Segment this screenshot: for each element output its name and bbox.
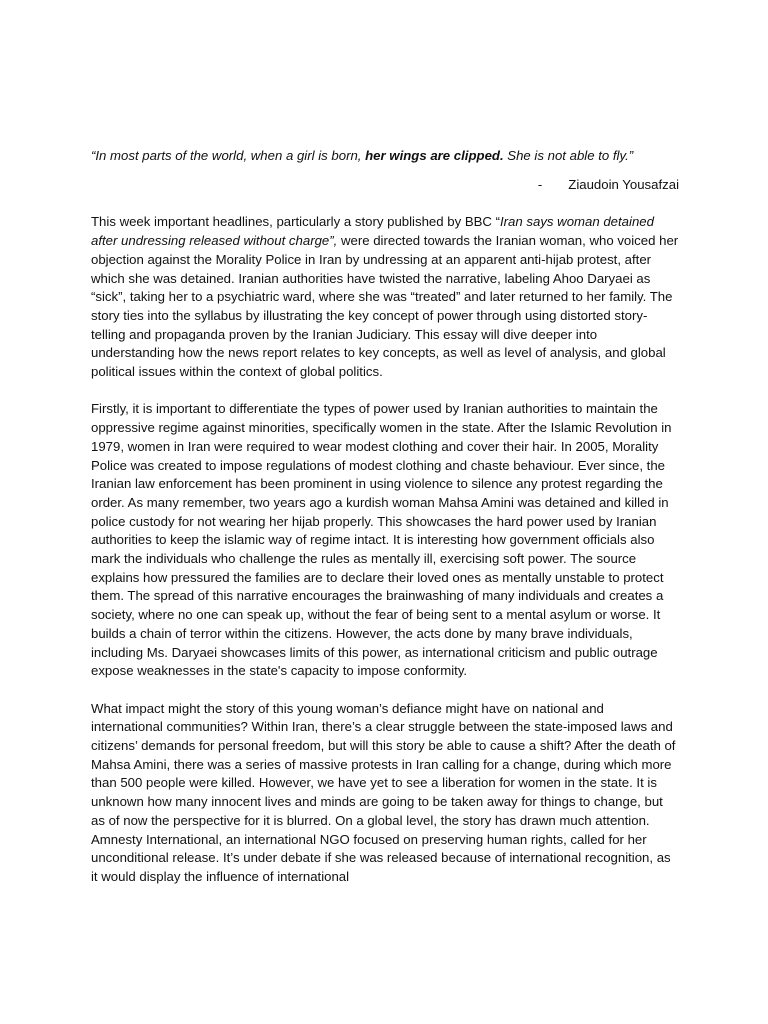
attribution-dash: - [537,176,543,192]
epigraph-quote [91,147,679,166]
quote-emphasis: her wings are clipped. [365,148,504,163]
document-page [91,147,679,887]
epigraph-attribution [91,176,679,195]
attribution-author: Ziaudoin Yousafzai [568,176,679,192]
paragraph-introduction [91,213,679,381]
quote-text-start: “In most parts of the world, when a girl is born, [91,148,366,163]
bbc-headline-title: Iran says woman detained after undressing released without charge”, [91,214,654,249]
paragraph-power: Firstly, it is important to differentiate the types of power used by Iranian authorities to maintain the oppressive regime against minorities, specifically women in the state. After the Islamic Revolution in 1979, women in Iran were required to wear modest clothing and cover their hair. In 2005, Morality Police was created to impose regulations of modest clothing and chaste behaviour. Ever since, the Iranian law enforcement has been prominent in using violence to silence any protest regarding the order. As many remember, two years ago a kurdish woman Mahsa Amini was detained and killed in police custody for not wearing her hijab properly. This showcases the hard power used by Iranian authorities to keep the islamic way of regime intact. It is interesting how government officials also mark the individuals who challenge the rules as mentally ill, exercising soft power. The source explains how pressured the families are to declare their loved ones as mentally unstable to protect them. The spread of this narrative encourages the brainwashing of many individuals and creates a society, where no one can speak up, without the fear of being sent to a mental asylum or worse. It builds a chain of terror within the citizens. However, the acts done by many brave individuals, including Ms. Daryaei showcases limits of this power, as international criticism and public outrage expose weaknesses in the state's capacity to impose conformity. [91,401,672,679]
intro-text-start: This week important headlines, particularly a story published by BBC “ [91,214,500,230]
quote-text-end: She is not able to fly.” [503,148,634,163]
paragraph-impact: What impact might the story of this young woman’s defiance might have on national and international communities? Within Iran, there’s a clear struggle between the state-imposed laws and citizens’ demands for personal freedom, but will this story be able to cause a shift? After the death of Mahsa Amini, there was a series of massive protests in Iran calling for a change, during which more than 500 people were killed. However, we have yet to see a liberation for women in the state. It is unknown how many innocent lives and minds are going to be taken away for things to change, but as of now the perspective for it is blurred. On a global level, the story has drawn much attention. Amnesty International, an international NGO focused on preserving human rights, called for her unconditional release. It’s under debate if she was released because of international recognition, as it would display the influence of international [91,700,676,884]
intro-text-rest: were directed towards the Iranian woman, who voiced her objection against the Morality Police in Iran by undressing at an apparent anti-hijab protest, after which she was detained. Iranian authorities have twisted the narrative, labeling Ahoo Daryaei as “sick”, taking her to a psychiatric ward, where she was “treated” and later returned to her family. The story ties into the syllabus by illustrating the key concept of power through using distorted story-telling and propaganda proven by the Iranian Judiciary. This essay will dive deeper into understanding how the news report relates to key concepts, as well as level of analysis, and global political issues within the context of global politics. [91,233,679,380]
